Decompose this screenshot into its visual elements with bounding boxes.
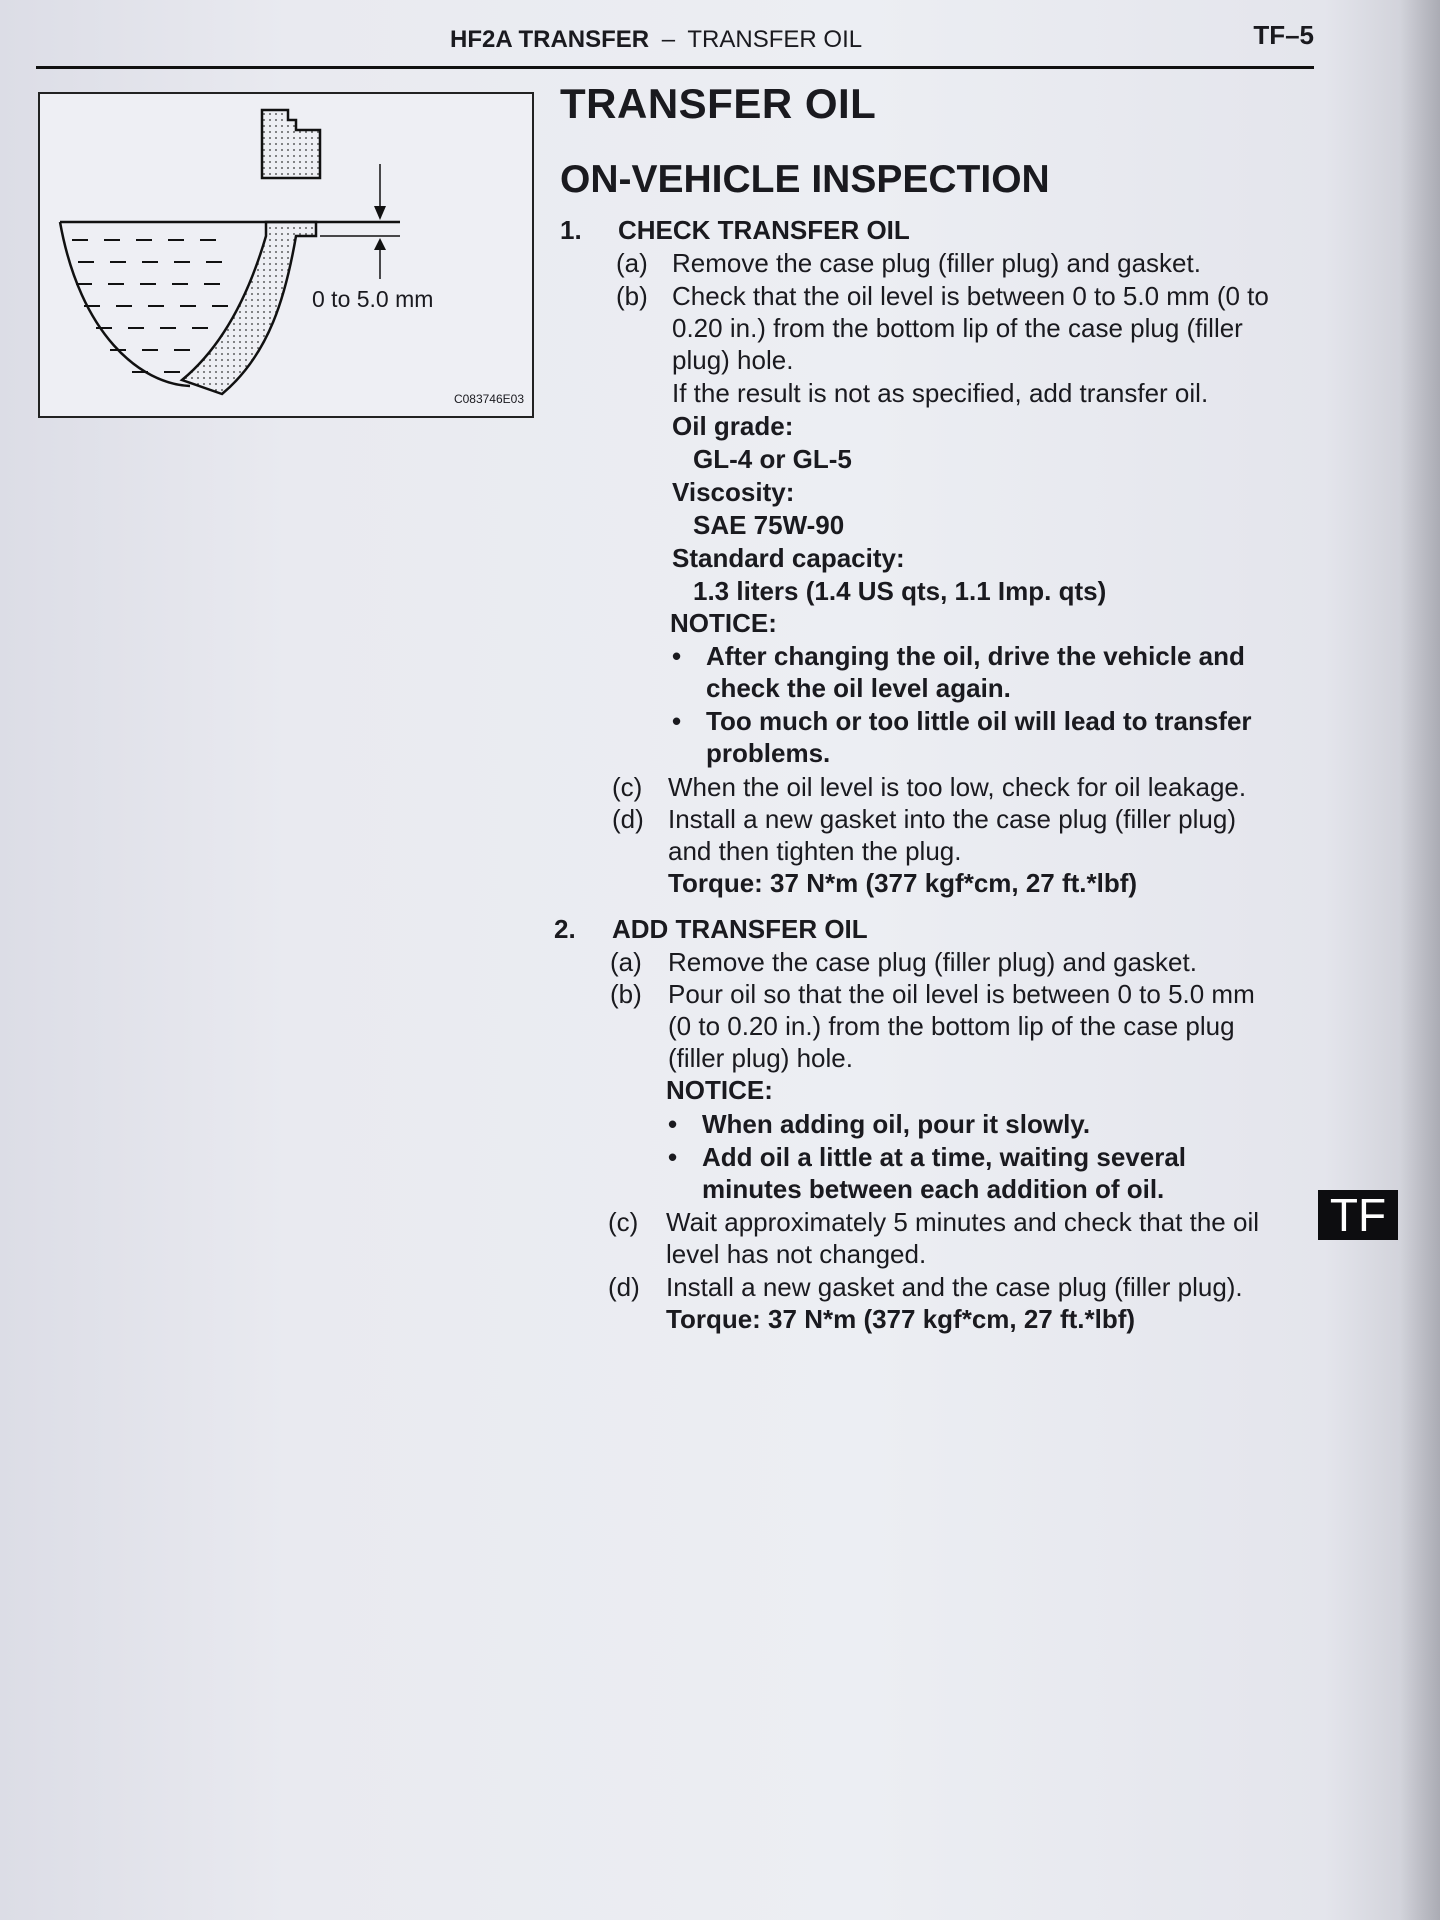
step1-b-line1: Check that the oil level is between 0 to 5.0 mm (0 to [672, 281, 1269, 311]
step1-d-line2: and then tighten the plug. [668, 836, 962, 866]
header-section: HF2A TRANSFER [450, 26, 650, 53]
step2-b-label: (b) [610, 979, 642, 1009]
page-title: TRANSFER OIL [560, 80, 877, 127]
step1-notice1-line1: After changing the oil, drive the vehicle and [706, 641, 1245, 671]
page-number: TF–5 [1253, 20, 1314, 50]
step1-notice2-line2: problems. [706, 738, 831, 768]
step2-c-line2: level has not changed. [666, 1239, 927, 1269]
step1-notice-label: NOTICE: [670, 608, 777, 638]
step2-a-text: Remove the case plug (filler plug) and gasket. [668, 947, 1197, 977]
step2-b-line1: Pour oil so that the oil level is between 0 to 5.0 mm [668, 979, 1255, 1009]
step2-d-label: (d) [608, 1272, 640, 1302]
step1-notice2-line1: Too much or too little oil will lead to transfer [706, 706, 1252, 736]
viscosity-value: SAE 75W-90 [693, 510, 845, 540]
dimension-label: 0 to 5.0 mm [312, 286, 434, 312]
page-header [36, 20, 1314, 69]
step2-torque: Torque: 37 N*m (377 kgf*cm, 27 ft.*lbf) [666, 1304, 1136, 1334]
figure-code: C083746E03 [453, 392, 524, 406]
step1-c-text: When the oil level is too low, check for oil leakage. [668, 772, 1247, 802]
header-separator: – [661, 26, 676, 53]
step2-d-text: Install a new gasket and the case plug (filler plug). [666, 1272, 1243, 1302]
oil-grade-label: Oil grade: [672, 411, 794, 441]
step2-notice-label: NOTICE: [666, 1075, 773, 1105]
oil-grade-value: GL-4 or GL-5 [693, 444, 852, 474]
oil-level-illustration [38, 92, 534, 418]
section-tab: TF [1318, 1190, 1398, 1240]
section-title: ON-VEHICLE INSPECTION [560, 158, 1050, 201]
step2-c-label: (c) [608, 1207, 639, 1237]
step2-a-label: (a) [610, 947, 642, 977]
oil-level-drawing [40, 94, 532, 416]
step1-d-line1: Install a new gasket into the case plug (filler plug) [668, 804, 1236, 834]
step1-notice1-line2: check the oil level again. [706, 673, 1011, 703]
viscosity-label: Viscosity: [672, 477, 795, 507]
step1-a-label: (a) [616, 248, 648, 278]
step2-notice2-line1: Add oil a little at a time, waiting several [702, 1142, 1187, 1172]
step1-b-line4: If the result is not as specified, add transfer oil. [672, 378, 1209, 408]
step2-c-line1: Wait approximately 5 minutes and check that the oil [666, 1207, 1259, 1237]
step1-b-line3: plug) hole. [672, 345, 794, 375]
step2-heading: ADD TRANSFER OIL [612, 914, 868, 944]
step1-notice1-bullet: • [672, 641, 682, 671]
step1-notice2-bullet: • [672, 706, 682, 736]
step1-d-label: (d) [612, 804, 644, 834]
step1-b-label: (b) [616, 281, 648, 311]
capacity-label: Standard capacity: [672, 543, 905, 573]
step1-a-text: Remove the case plug (filler plug) and gasket. [672, 248, 1201, 278]
page-edge-shadow [1400, 0, 1440, 1920]
step2-b-line3: (filler plug) hole. [668, 1043, 853, 1073]
step2-b-line2: (0 to 0.20 in.) from the bottom lip of the case plug [668, 1011, 1235, 1041]
step1-heading: CHECK TRANSFER OIL [618, 215, 910, 245]
step2-notice2-line2: minutes between each addition of oil. [702, 1174, 1165, 1204]
step2-number: 2. [554, 914, 576, 944]
step1-b-line2: 0.20 in.) from the bottom lip of the case plug (filler [672, 313, 1243, 343]
step1-c-label: (c) [612, 772, 643, 802]
capacity-value: 1.3 liters (1.4 US qts, 1.1 Imp. qts) [693, 576, 1107, 606]
header-subsection: TRANSFER OIL [687, 26, 863, 53]
step2-notice1: When adding oil, pour it slowly. [702, 1109, 1091, 1139]
step1-number: 1. [560, 215, 582, 245]
step2-notice1-bullet: • [668, 1109, 678, 1139]
header-title [450, 26, 862, 54]
step2-notice2-bullet: • [668, 1142, 678, 1172]
step1-torque: Torque: 37 N*m (377 kgf*cm, 27 ft.*lbf) [668, 868, 1138, 898]
